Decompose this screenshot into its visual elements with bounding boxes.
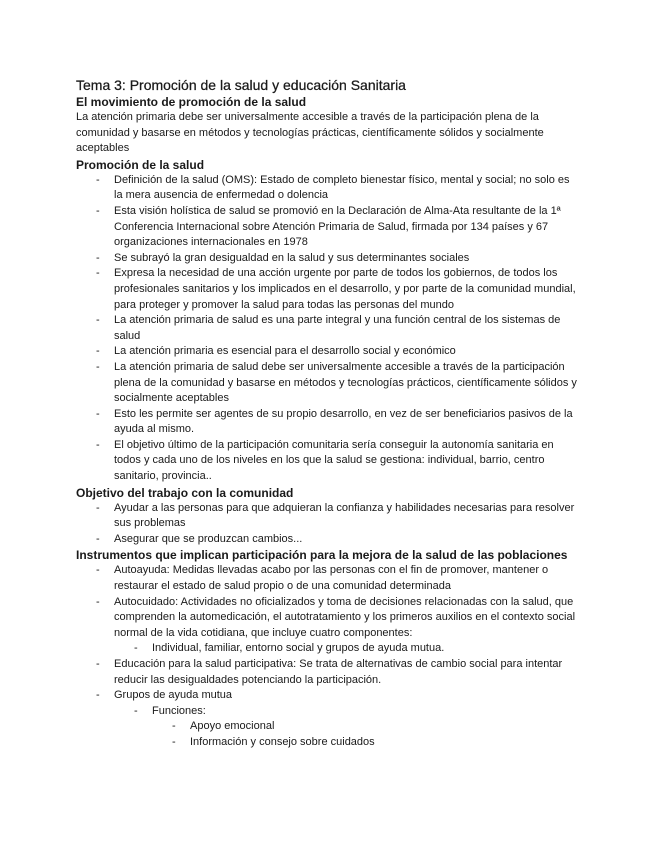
section-heading-movimiento: El movimiento de promoción de la salud [76,95,307,109]
list-item: - Expresa la necesidad de una acción urgente por parte de todos los gobiernos, de todos los profesionales sanitarios y los implicados en el desarrollo, y por parte de la comunidad mundial, para proteger y promover la salud para todas las personas del mundo [76,266,581,313]
section-heading-objetivo: Objetivo del trabajo con la comunidad [76,485,294,500]
list-item-autoayuda: - Autoayuda: Medidas llevadas acabo por las personas con el fin de promover, mantener o restaurar el estado de salud propio o de una comunidad determinada [76,563,581,594]
list-item-grupos: - Grupos de ayuda mutua [76,688,581,704]
list-subitem-autocuidado: - Individual, familiar, entorno social y grupos de ayuda mutua. [76,641,581,657]
objetivo-list [76,501,581,548]
list-item: - Se subrayó la gran desigualdad en la salud y sus determinantes sociales [76,251,581,267]
list-item: - La atención primaria de salud es una parte integral y una función central de los sistemas de salud [76,313,581,344]
list-item: - Esto les permite ser agentes de su propio desarrollo, en vez de ser beneficiarios pasivos de la ayuda al mismo. [76,407,581,438]
section-paragraph-movimiento: La atención primaria debe ser universalmente accesible a través de la participación plena de la comunidad y basarse en métodos y tecnologías prácticas, científicamente sólidos y socialmente aceptables [76,111,544,155]
document-page [76,76,581,751]
section-heading-instrumentos: Instrumentos que implican participación para la mejora de la salud de las poblaciones [76,548,568,563]
list-item-autocuidado: - Autocuidado: Actividades no oficializados y toma de decisiones relacionadas con la salud, que comprenden la automedicación, el autotratamiento y los primeros auxilios en el contexto social normal de la vida cotidiana, que incluye cuatro componentes: [76,595,581,642]
list-item: - Asegurar que se produzcan cambios... [76,532,581,548]
instrumentos-list [76,563,581,750]
list-item: - La atención primaria es esencial para el desarrollo social y económico [76,344,581,360]
list-subitem-apoyo: - Apoyo emocional [76,719,581,735]
list-item: - Esta visión holística de salud se promovió en la Declaración de Alma-Ata resultante de la 1ª Conferencia Internacional sobre Atención Primaria de Salud, firmada por 134 países y 67 organizaciones internacionales en 1978 [76,204,581,251]
section-heading-promocion: Promoción de la salud [76,157,205,172]
list-item: - Definición de la salud (OMS): Estado de completo bienestar físico, mental y social; no solo es la mera ausencia de enfermedad o dolencia [76,173,581,204]
document-title: Tema 3: Promoción de la salud y educación Sanitaria [76,77,406,93]
list-item-educacion: - Educación para la salud participativa: Se trata de alternativas de cambio social para intentar reducir las desigualdades potenciando la participación. [76,657,581,688]
list-item: - Ayudar a las personas para que adquieran la confianza y habilidades necesarias para resolver sus problemas [76,501,581,532]
list-item: - El objetivo último de la participación comunitaria sería conseguir la autonomía sanitaria en todos y cada uno de los niveles en los que la salud se gestiona: individual, barrio, centro sanitario, provincia.. [76,438,581,485]
promocion-list [76,173,581,485]
list-subitem-informacion: - Información y consejo sobre cuidados [76,735,581,751]
list-item: - La atención primaria de salud debe ser universalmente accesible a través de la participación plena de la comunidad y basarse en métodos y tecnologías prácticos, científicamente sólidos y socialmente aceptables [76,360,581,407]
list-subitem-funciones: - Funciones: [76,704,581,720]
